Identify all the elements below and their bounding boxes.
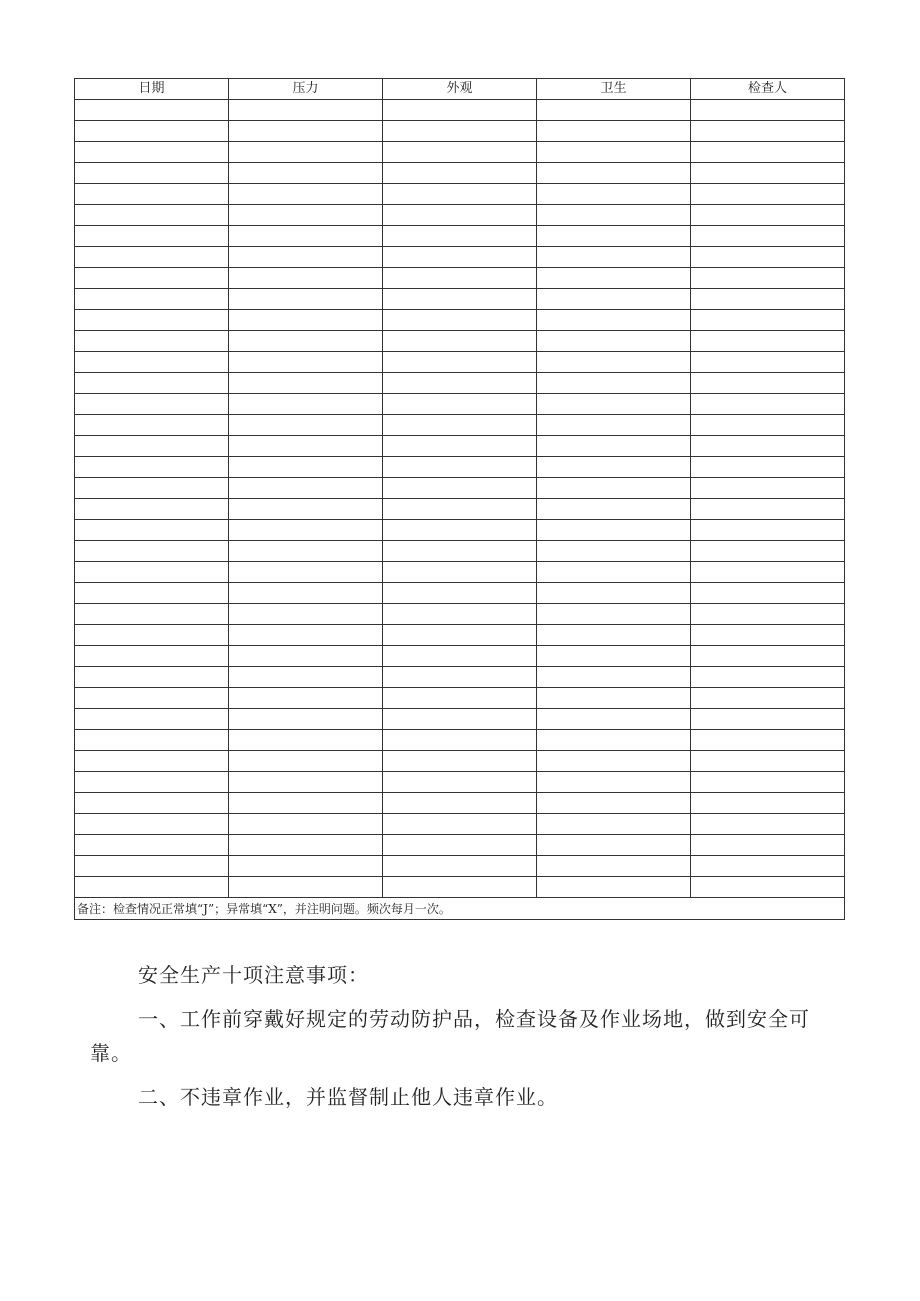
table-cell[interactable] <box>383 667 537 688</box>
table-cell[interactable] <box>75 247 229 268</box>
table-cell[interactable] <box>537 814 691 835</box>
table-cell[interactable] <box>691 730 845 751</box>
table-cell[interactable] <box>229 499 383 520</box>
table-cell[interactable] <box>75 268 229 289</box>
inspection-log <box>74 78 845 920</box>
table-cell[interactable] <box>691 877 845 898</box>
table-row <box>75 457 845 478</box>
table-cell[interactable] <box>383 331 537 352</box>
table-cell[interactable] <box>75 646 229 667</box>
table-cell[interactable] <box>691 667 845 688</box>
table-cell[interactable] <box>229 247 383 268</box>
table-cell[interactable] <box>229 184 383 205</box>
table-cell[interactable] <box>691 226 845 247</box>
table-footnote: 备注：检查情况正常填“J”；异常填“X”，并注明问题。频次每月一次。 <box>75 898 845 920</box>
table-cell[interactable] <box>229 793 383 814</box>
table-cell[interactable] <box>691 835 845 856</box>
table-row <box>75 142 845 163</box>
table-cell[interactable] <box>537 667 691 688</box>
table-cell[interactable] <box>691 394 845 415</box>
table-cell[interactable] <box>537 142 691 163</box>
header-inspector: 检查人 <box>691 79 845 100</box>
table-cell[interactable] <box>691 688 845 709</box>
table-cell[interactable] <box>75 604 229 625</box>
table-cell[interactable] <box>229 268 383 289</box>
table-cell[interactable] <box>537 604 691 625</box>
table-cell[interactable] <box>75 667 229 688</box>
table-cell[interactable] <box>691 499 845 520</box>
table-cell[interactable] <box>691 541 845 562</box>
table-cell[interactable] <box>229 541 383 562</box>
table-cell[interactable] <box>383 814 537 835</box>
table-cell[interactable] <box>383 562 537 583</box>
table-cell[interactable] <box>691 562 845 583</box>
table-cell[interactable] <box>691 436 845 457</box>
table-cell[interactable] <box>691 604 845 625</box>
header-appearance: 外观 <box>383 79 537 100</box>
table-cell[interactable] <box>229 772 383 793</box>
table-cell[interactable] <box>75 184 229 205</box>
table-cell[interactable] <box>383 751 537 772</box>
table-cell[interactable] <box>383 541 537 562</box>
table-cell[interactable] <box>75 205 229 226</box>
table-cell[interactable] <box>75 499 229 520</box>
table-row <box>75 184 845 205</box>
table-cell[interactable] <box>229 667 383 688</box>
table-cell[interactable] <box>75 562 229 583</box>
table-cell[interactable] <box>691 268 845 289</box>
table-cell[interactable] <box>537 646 691 667</box>
table-row <box>75 478 845 499</box>
table-row <box>75 646 845 667</box>
table-row <box>75 730 845 751</box>
table-cell[interactable] <box>75 457 229 478</box>
table-cell[interactable] <box>691 205 845 226</box>
table-cell[interactable] <box>383 688 537 709</box>
table-cell[interactable] <box>383 772 537 793</box>
table-cell[interactable] <box>229 625 383 646</box>
table-cell[interactable] <box>383 730 537 751</box>
table-cell[interactable] <box>229 331 383 352</box>
table-row <box>75 226 845 247</box>
notes-item: 二、不违章作业，并监督制止他人违章作业。 <box>138 1085 558 1109</box>
table-cell[interactable] <box>229 394 383 415</box>
table-cell[interactable] <box>229 562 383 583</box>
table-cell[interactable] <box>229 709 383 730</box>
table-cell[interactable] <box>537 184 691 205</box>
table-cell[interactable] <box>229 877 383 898</box>
table-cell[interactable] <box>229 436 383 457</box>
table-cell[interactable] <box>537 226 691 247</box>
table-cell[interactable] <box>383 415 537 436</box>
table-row <box>75 331 845 352</box>
table-row <box>75 856 845 877</box>
table-cell[interactable] <box>383 499 537 520</box>
table-cell[interactable] <box>691 793 845 814</box>
table-cell[interactable] <box>229 688 383 709</box>
table-row <box>75 499 845 520</box>
table-cell[interactable] <box>691 289 845 310</box>
table-cell[interactable] <box>383 184 537 205</box>
table-cell[interactable] <box>537 415 691 436</box>
table-cell[interactable] <box>229 478 383 499</box>
table-cell[interactable] <box>537 100 691 121</box>
table-cell[interactable] <box>537 436 691 457</box>
table-cell[interactable] <box>383 625 537 646</box>
table-cell[interactable] <box>537 772 691 793</box>
notes-title: 安全生产十项注意事项： <box>138 963 369 987</box>
table-cell[interactable] <box>75 856 229 877</box>
table-row <box>75 205 845 226</box>
table-cell[interactable] <box>75 772 229 793</box>
table-cell[interactable] <box>537 520 691 541</box>
table-cell[interactable] <box>75 394 229 415</box>
table-row <box>75 814 845 835</box>
table-cell[interactable] <box>383 835 537 856</box>
table-cell[interactable] <box>75 373 229 394</box>
table-cell[interactable] <box>229 520 383 541</box>
table-cell[interactable] <box>383 394 537 415</box>
table-cell[interactable] <box>383 100 537 121</box>
table-cell[interactable] <box>537 205 691 226</box>
table-cell[interactable] <box>537 268 691 289</box>
table-cell[interactable] <box>383 289 537 310</box>
table-cell[interactable] <box>75 730 229 751</box>
table-cell[interactable] <box>691 310 845 331</box>
table-cell[interactable] <box>229 205 383 226</box>
table-cell[interactable] <box>691 709 845 730</box>
table-row <box>75 289 845 310</box>
notes-item: 一、工作前穿戴好规定的劳动防护品，检查设备及作业场地，做到安全可靠。 <box>90 1007 810 1065</box>
table-row <box>75 352 845 373</box>
table-cell[interactable] <box>383 226 537 247</box>
table-row <box>75 310 845 331</box>
table-cell[interactable] <box>537 457 691 478</box>
table-cell[interactable] <box>75 163 229 184</box>
table-row <box>75 625 845 646</box>
table-cell[interactable] <box>691 100 845 121</box>
table-row <box>75 247 845 268</box>
inspection-table <box>74 78 845 920</box>
table-cell[interactable] <box>537 478 691 499</box>
table-header-row <box>75 79 845 100</box>
table-cell[interactable] <box>229 646 383 667</box>
table-row <box>75 163 845 184</box>
table-cell[interactable] <box>383 646 537 667</box>
table-cell[interactable] <box>75 835 229 856</box>
table-cell[interactable] <box>537 709 691 730</box>
table-cell[interactable] <box>537 751 691 772</box>
table-cell[interactable] <box>229 814 383 835</box>
table-row <box>75 772 845 793</box>
table-cell[interactable] <box>383 709 537 730</box>
table-cell[interactable] <box>229 457 383 478</box>
table-cell[interactable] <box>229 310 383 331</box>
table-cell[interactable] <box>691 772 845 793</box>
table-cell[interactable] <box>537 856 691 877</box>
table-cell[interactable] <box>383 877 537 898</box>
table-cell[interactable] <box>537 373 691 394</box>
table-cell[interactable] <box>75 226 229 247</box>
table-cell[interactable] <box>383 268 537 289</box>
table-cell[interactable] <box>537 877 691 898</box>
table-cell[interactable] <box>75 625 229 646</box>
table-row <box>75 793 845 814</box>
table-cell[interactable] <box>537 247 691 268</box>
table-cell[interactable] <box>383 478 537 499</box>
table-cell[interactable] <box>691 814 845 835</box>
table-cell[interactable] <box>537 352 691 373</box>
table-cell[interactable] <box>691 415 845 436</box>
table-cell[interactable] <box>229 352 383 373</box>
table-row <box>75 436 845 457</box>
table-cell[interactable] <box>383 856 537 877</box>
table-cell[interactable] <box>691 583 845 604</box>
table-cell[interactable] <box>383 457 537 478</box>
table-cell[interactable] <box>537 730 691 751</box>
table-cell[interactable] <box>691 856 845 877</box>
table-row <box>75 604 845 625</box>
table-row <box>75 520 845 541</box>
table-cell[interactable] <box>229 730 383 751</box>
table-cell[interactable] <box>691 478 845 499</box>
table-cell[interactable] <box>691 163 845 184</box>
table-cell[interactable] <box>75 478 229 499</box>
header-date: 日期 <box>75 79 229 100</box>
table-row <box>75 667 845 688</box>
table-row <box>75 562 845 583</box>
table-cell[interactable] <box>383 520 537 541</box>
table-row <box>75 268 845 289</box>
table-cell[interactable] <box>75 352 229 373</box>
table-cell[interactable] <box>383 142 537 163</box>
table-cell[interactable] <box>537 289 691 310</box>
table-cell[interactable] <box>229 415 383 436</box>
table-cell[interactable] <box>75 793 229 814</box>
table-cell[interactable] <box>383 163 537 184</box>
table-cell[interactable] <box>75 520 229 541</box>
table-cell[interactable] <box>229 289 383 310</box>
table-row <box>75 688 845 709</box>
table-cell[interactable] <box>75 310 229 331</box>
table-cell[interactable] <box>691 520 845 541</box>
table-cell[interactable] <box>691 457 845 478</box>
table-cell[interactable] <box>229 226 383 247</box>
table-cell[interactable] <box>537 793 691 814</box>
table-cell[interactable] <box>383 583 537 604</box>
table-cell[interactable] <box>229 100 383 121</box>
footnote-row <box>75 898 845 920</box>
table-cell[interactable] <box>229 604 383 625</box>
table-cell[interactable] <box>75 688 229 709</box>
table-row <box>75 877 845 898</box>
table-cell[interactable] <box>691 121 845 142</box>
table-row <box>75 751 845 772</box>
table-cell[interactable] <box>75 541 229 562</box>
table-cell[interactable] <box>537 562 691 583</box>
table-cell[interactable] <box>691 625 845 646</box>
table-cell[interactable] <box>229 856 383 877</box>
table-row <box>75 100 845 121</box>
table-cell[interactable] <box>383 352 537 373</box>
table-row <box>75 709 845 730</box>
table-row <box>75 121 845 142</box>
table-cell[interactable] <box>537 394 691 415</box>
table-cell[interactable] <box>383 121 537 142</box>
table-cell[interactable] <box>537 541 691 562</box>
table-row <box>75 541 845 562</box>
table-cell[interactable] <box>75 331 229 352</box>
table-cell[interactable] <box>75 289 229 310</box>
table-cell[interactable] <box>75 415 229 436</box>
table-cell[interactable] <box>229 583 383 604</box>
table-cell[interactable] <box>537 310 691 331</box>
table-cell[interactable] <box>691 751 845 772</box>
table-body <box>75 100 845 898</box>
table-cell[interactable] <box>537 121 691 142</box>
table-cell[interactable] <box>383 247 537 268</box>
table-cell[interactable] <box>383 205 537 226</box>
header-pressure: 压力 <box>229 79 383 100</box>
table-cell[interactable] <box>75 709 229 730</box>
table-cell[interactable] <box>691 352 845 373</box>
table-cell[interactable] <box>537 331 691 352</box>
table-cell[interactable] <box>75 751 229 772</box>
table-row <box>75 394 845 415</box>
table-cell[interactable] <box>75 877 229 898</box>
table-cell[interactable] <box>229 163 383 184</box>
table-cell[interactable] <box>537 688 691 709</box>
table-row <box>75 835 845 856</box>
table-cell[interactable] <box>383 604 537 625</box>
table-cell[interactable] <box>383 373 537 394</box>
table-cell[interactable] <box>229 835 383 856</box>
table-cell[interactable] <box>229 121 383 142</box>
table-cell[interactable] <box>537 835 691 856</box>
table-cell[interactable] <box>691 646 845 667</box>
table-cell[interactable] <box>75 142 229 163</box>
table-cell[interactable] <box>383 436 537 457</box>
table-cell[interactable] <box>383 310 537 331</box>
table-cell[interactable] <box>229 751 383 772</box>
table-cell[interactable] <box>537 163 691 184</box>
table-cell[interactable] <box>691 247 845 268</box>
table-row <box>75 583 845 604</box>
table-cell[interactable] <box>229 142 383 163</box>
table-row <box>75 415 845 436</box>
table-cell[interactable] <box>75 100 229 121</box>
table-cell[interactable] <box>691 331 845 352</box>
header-hygiene: 卫生 <box>537 79 691 100</box>
table-cell[interactable] <box>537 499 691 520</box>
table-cell[interactable] <box>691 142 845 163</box>
table-row <box>75 373 845 394</box>
table-cell[interactable] <box>691 373 845 394</box>
table-cell[interactable] <box>75 583 229 604</box>
table-cell[interactable] <box>229 373 383 394</box>
safety-notes <box>90 958 835 1124</box>
table-cell[interactable] <box>537 583 691 604</box>
table-cell[interactable] <box>691 184 845 205</box>
table-cell[interactable] <box>75 121 229 142</box>
table-cell[interactable] <box>383 793 537 814</box>
table-cell[interactable] <box>75 814 229 835</box>
table-cell[interactable] <box>75 436 229 457</box>
table-cell[interactable] <box>537 625 691 646</box>
